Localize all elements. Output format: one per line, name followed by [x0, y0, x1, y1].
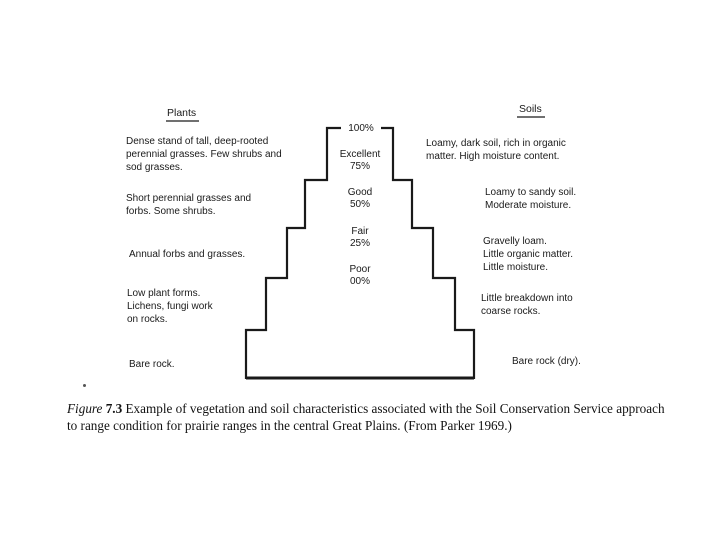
level-excellent	[330, 149, 390, 173]
plants-line: forbs. Some shrubs.	[126, 206, 216, 217]
level-percent: 75%	[349, 161, 370, 172]
soils-line: Little breakdown into	[481, 293, 573, 304]
soils-header-text: Soils	[519, 103, 542, 115]
soils-line: Gravelly loam.	[483, 236, 547, 247]
right-stair-outline	[381, 128, 474, 379]
plants-line: sod grasses.	[126, 162, 183, 173]
soils-line: Loamy, dark soil, rich in organic	[426, 138, 566, 149]
level-fair	[330, 226, 390, 250]
caption-figure-number: 7.3	[105, 401, 123, 416]
plants-line: Low plant forms.	[127, 288, 201, 299]
plants-level-5	[129, 358, 175, 371]
plants-line: Dense stand of tall, deep-rooted	[126, 136, 269, 147]
soils-line: Little moisture.	[483, 262, 549, 273]
plants-level-2	[126, 192, 251, 218]
soils-line: Moderate moisture.	[485, 200, 572, 211]
soils-level-1	[426, 137, 566, 163]
plants-level-4	[127, 287, 213, 326]
plants-line: Lichens, fungi work	[127, 301, 213, 312]
soils-line: Bare rock (dry).	[512, 356, 581, 367]
caption-figure-word: Figure	[67, 401, 103, 416]
level-poor	[330, 264, 390, 288]
plants-line: perennial grasses. Few shrubs and	[126, 149, 282, 160]
soils-level-5	[512, 355, 581, 368]
top-percent-label: 100%	[348, 123, 374, 134]
caption-text: Example of vegetation and soil characteristics associated with the Soil Conservation Service approach to range condition for prairie ranges in the central Great Plains. (From Parker 1969.)	[67, 401, 665, 433]
level-percent: 25%	[349, 238, 370, 249]
soils-line: Loamy to sandy soil.	[485, 187, 577, 198]
figure-caption	[67, 400, 667, 434]
soils-level-3	[483, 235, 573, 274]
level-rating: Poor	[349, 264, 371, 275]
level-good	[330, 187, 390, 211]
level-rating: Good	[347, 187, 373, 198]
plants-level-3	[129, 248, 245, 261]
soils-level-2	[485, 186, 576, 212]
plants-line: on rocks.	[127, 314, 168, 325]
plants-line: Annual forbs and grasses.	[129, 249, 246, 260]
plants-line: Bare rock.	[129, 359, 175, 370]
plants-level-1	[126, 135, 282, 174]
scan-speck	[83, 384, 86, 387]
plants-line: Short perennial grasses and	[126, 193, 252, 204]
level-rating: Excellent	[339, 149, 381, 160]
level-percent: 50%	[349, 199, 370, 210]
soils-line: Little organic matter.	[483, 249, 574, 260]
level-percent: 00%	[349, 276, 370, 287]
soils-line: coarse rocks.	[481, 306, 541, 317]
soils-line: matter. High moisture content.	[426, 151, 560, 162]
plants-header-text: Plants	[167, 107, 197, 119]
level-rating: Fair	[351, 226, 369, 237]
soils-level-4	[481, 292, 573, 318]
